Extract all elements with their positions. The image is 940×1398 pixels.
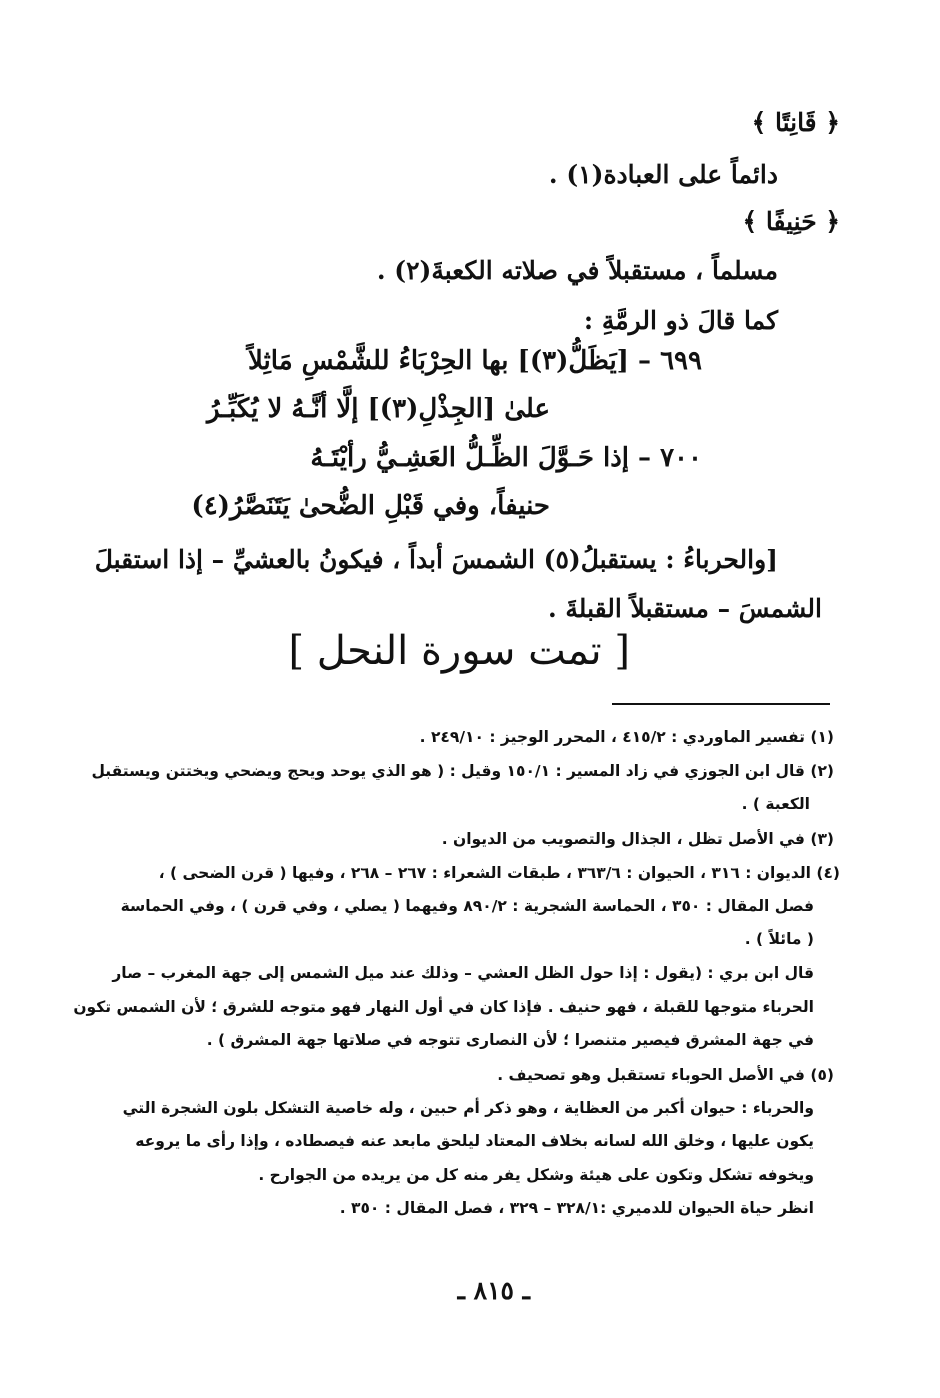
footnote-line: (٢) قال ابن الجوزي في زاد المسير : ١٥٠/١ وقيل : ( هو الذي يوحد ويحج ويضحي ويختتن ويستقبل: [91, 762, 834, 780]
footnote-line: الكعبة ) .: [741, 795, 810, 813]
explanation-line: كما قالَ ذو الرمَّةِ :: [583, 306, 778, 335]
page-number: ـ ٨١٥ ـ: [457, 1276, 530, 1305]
footnote-line: (٤) الديوان : ٣١٦ ، الحيوان : ٣٦٣/٦ ، طبقات الشعراء : ٢٦٧ – ٢٦٨ ، وفيها ( قرن الضحى ) ،: [158, 864, 840, 882]
footnote-line: (٥) في الأصل الحوباء تستقبل وهو تصحيف .: [497, 1066, 834, 1084]
explanation-line: دائماً على العبادة(١) .: [548, 160, 778, 189]
footnote-line: انظر حياة الحيوان للدميري :٣٢٨/١ – ٣٢٩ ، فصل المقال : ٣٥٠ .: [339, 1199, 814, 1217]
poem-verse: ٧٠٠ – إذا حَـوَّلَ الظِّـلُّ العَشِـيُّ رأيْتَـهُ: [310, 443, 702, 473]
footnote-line: ويخوفه تشكل وتكون على هيئة وشكل يفر منه كل من يريده من الجوارح .: [258, 1166, 814, 1184]
footnote-line: يكون عليها ، وخلق الله لسانه بخلاف المعتاد ليلحق مابعد عنه فيصطاده ، وإذا رأى ما يروعه: [135, 1132, 814, 1150]
footnote-line: والحرباء : حيوان أكبر من العظاية ، وهو ذكر أم حبين ، وله خاصية التشكل بلون الشجرة التي: [122, 1099, 814, 1117]
footnote-line: قال ابن بري : (يقول : إذا حول الظل العشي – وذلك عند ميل الشمس إلى جهة المغرب – صار: [112, 964, 814, 982]
sura-end-title: [ تمت سورة النحل ]: [288, 628, 630, 674]
footnote-line: في جهة المشرق فيصير متنصرا ؛ لأن النصارى تتوجه في صلاتها جهة المشرق ) .: [206, 1031, 814, 1049]
footnote-line: فصل المقال : ٣٥٠ ، الحماسة الشجرية : ٨٩٠/٢ وفيهما ( يصلي ، وفي قرن ) ، وفي الحماسة: [120, 897, 814, 915]
poem-verse: علىٰ [الجِذْلِ(٣)] إلَّا أنَّـهُ لا يُكَبِّـرُ: [206, 394, 550, 424]
footnote-line: الحرباء متوجها للقبلة ، فهو حنيف . فإذا كان في أول النهار فهو متوجه للشرق ؛ لأن الشمس تكون: [73, 998, 814, 1016]
quran-word-hanifan: ﴿ حَنِيفًا ﴾: [742, 207, 840, 236]
explanation-line: مسلماً ، مستقبلاً في صلاته الكعبةَ(٢) .: [376, 256, 778, 285]
quran-word-qanitan: ﴿ قَانِتًا ﴾: [751, 108, 840, 137]
footnote-line: (٣) في الأصل تظل ، الجذال والتصويب من الديوان .: [441, 830, 834, 848]
explanation-line: [والحرباءُ : يستقبلُ(٥) الشمسَ أبداً ، فيكونُ بالعشيِّ – إذا استقبلَ: [94, 545, 778, 574]
poem-verse: ٦٩٩ – [يَظَلُّ(٣)] بها الحِرْبَاءُ للشَّمْسِ مَاثِلاً: [248, 346, 702, 376]
explanation-line: الشمسَ – مستقبلاً القبلةَ .: [548, 594, 822, 623]
footnote-divider: [612, 703, 830, 705]
footnote-line: ( مائلاً ) .: [744, 930, 814, 948]
footnote-line: (١) تفسير الماوردي : ٤١٥/٢ ، المحرر الوجيز : ٢٤٩/١٠ .: [419, 728, 834, 746]
poem-verse: حنيفاً، وفي قَبْلِ الضُّحىٰ يَتَنَصَّرُ(٤): [191, 491, 550, 521]
